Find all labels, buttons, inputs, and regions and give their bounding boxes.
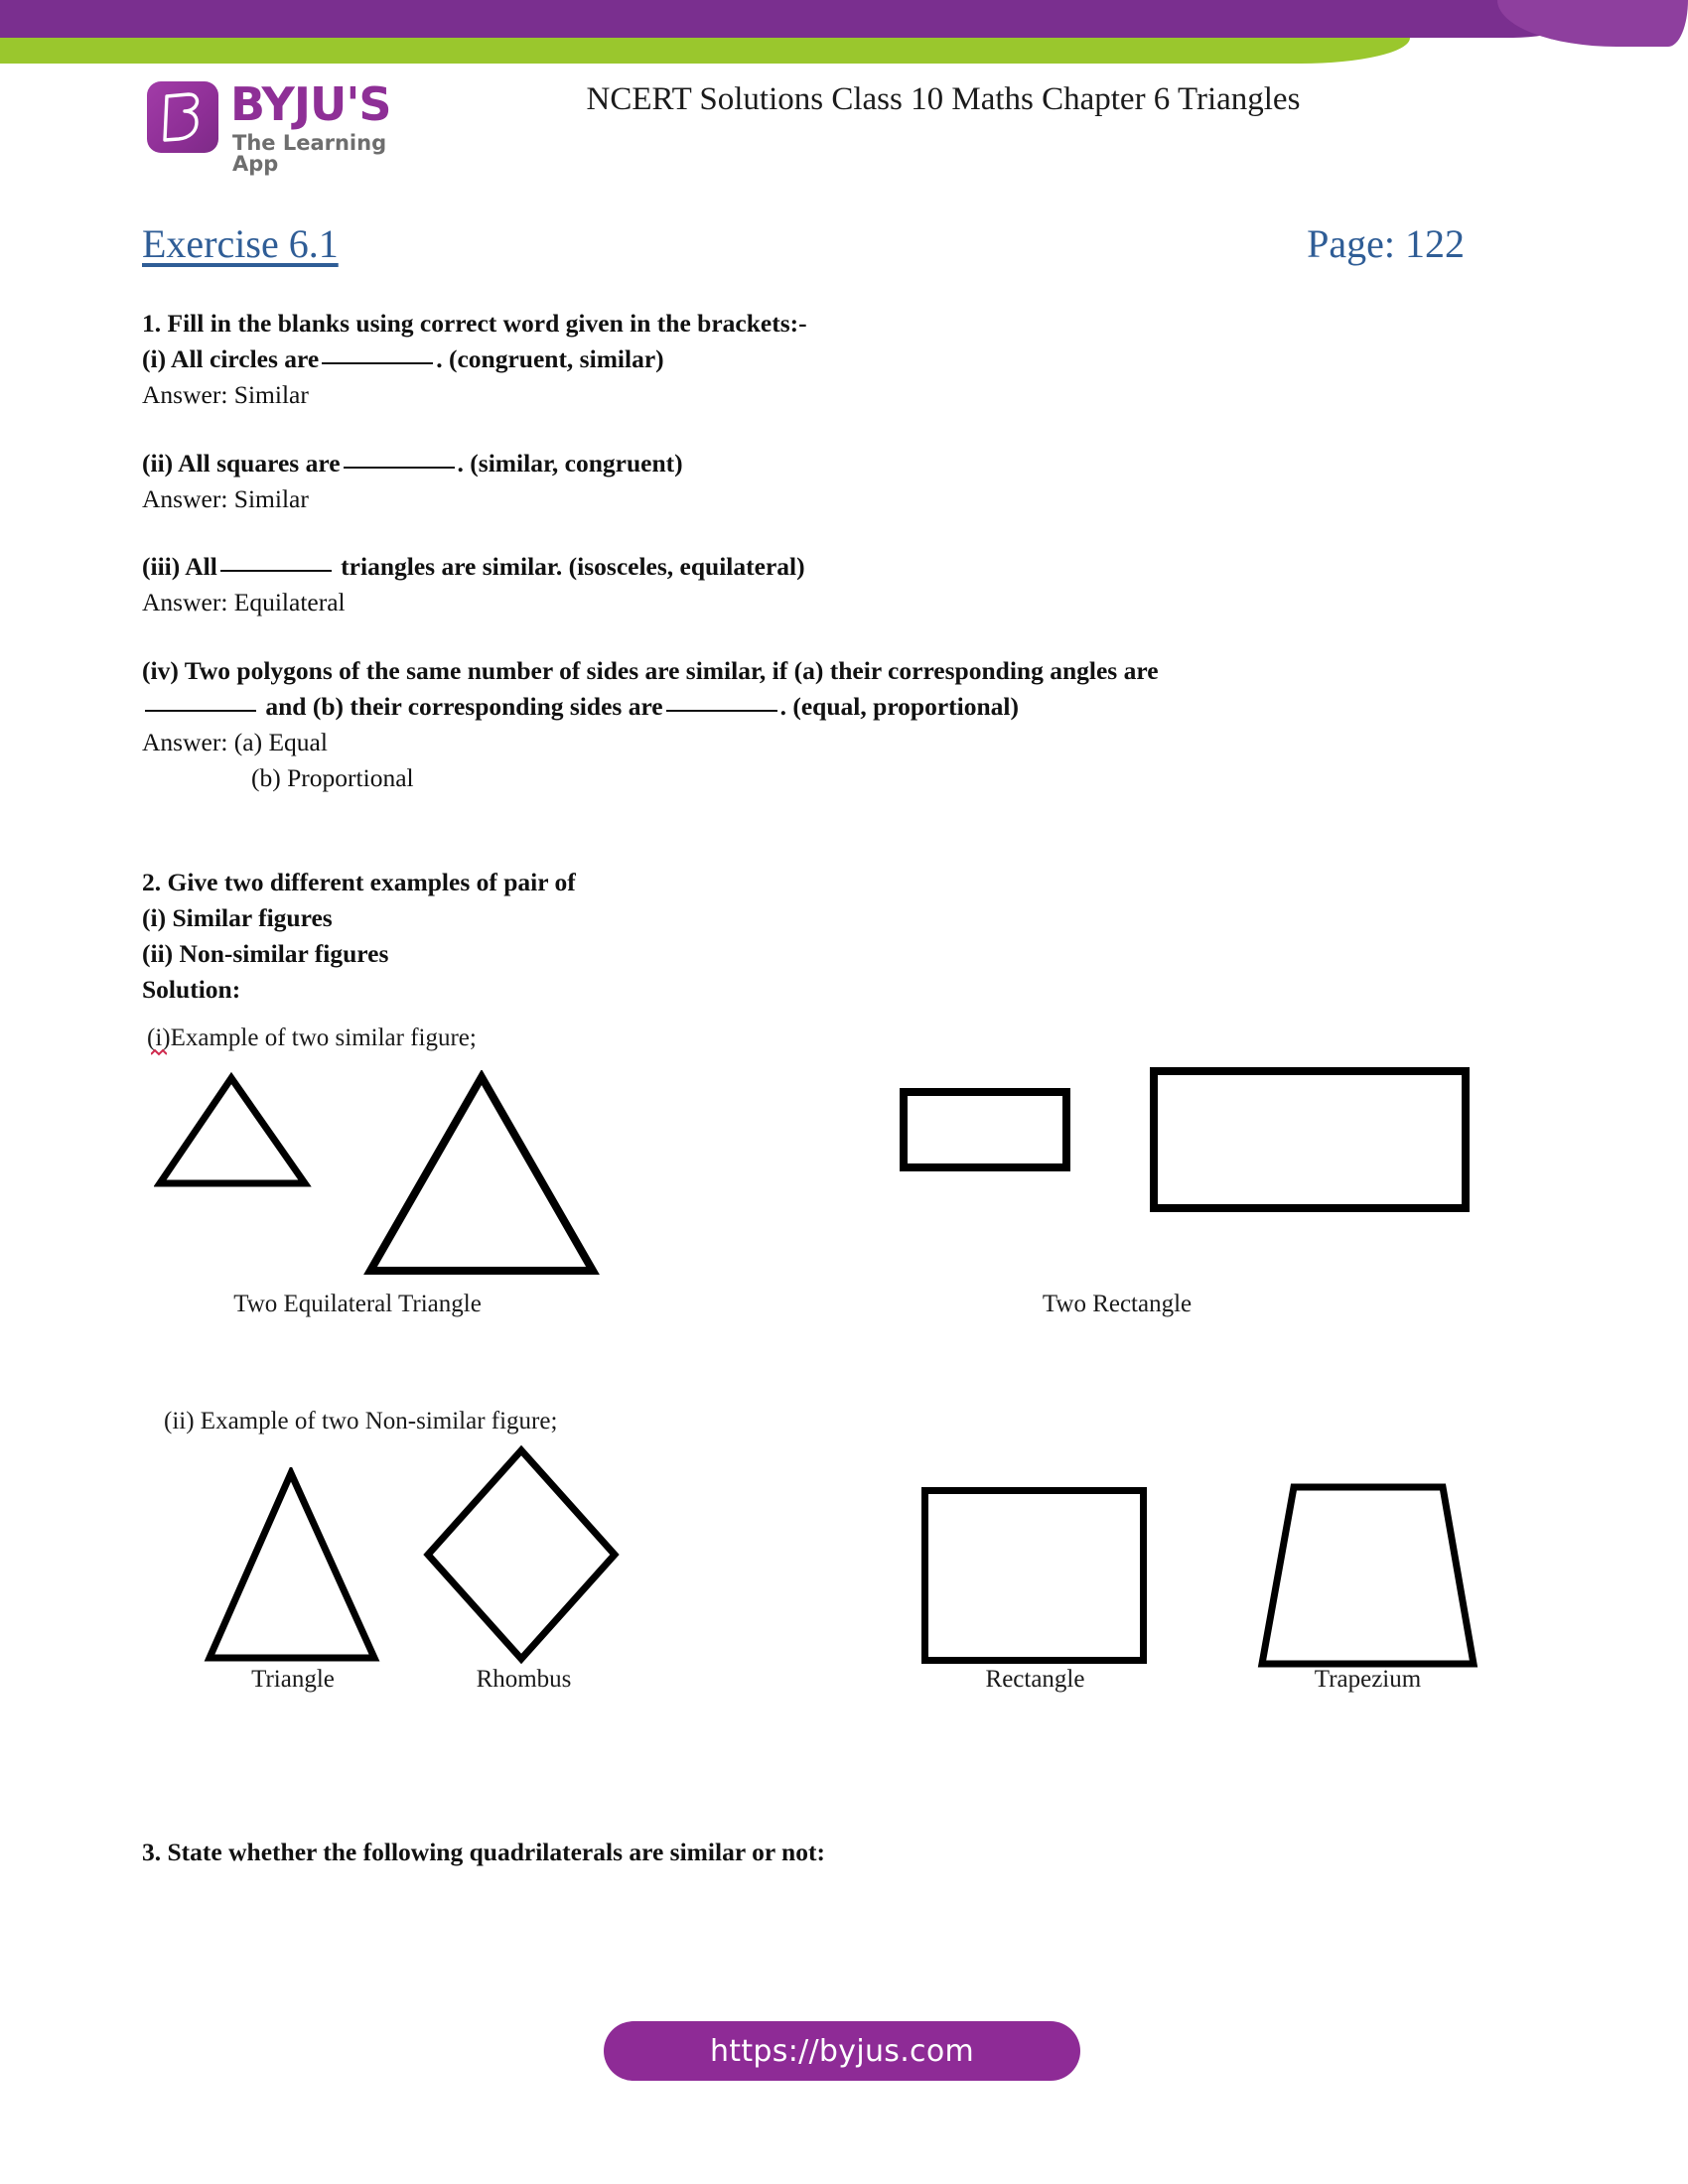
large-rectangle-shape xyxy=(1150,1067,1470,1212)
q1-part-iii-answer: Answer: Equilateral xyxy=(142,588,346,616)
header-purple-band-cap xyxy=(1497,0,1688,47)
q1-part-iv-post: . (equal, proportional) xyxy=(779,692,1020,721)
label-rectangle: Rectangle xyxy=(985,1666,1085,1693)
byjus-logo[interactable] xyxy=(147,79,435,179)
page-title: NCERT Solutions Class 10 Maths Chapter 6 Triangles xyxy=(586,81,1301,117)
header-green-band xyxy=(0,38,1410,64)
trapezium-shape xyxy=(1256,1481,1479,1670)
q2-item-i: (i) Similar figures xyxy=(142,903,333,932)
q1-part-iv-answer-a: Answer: (a) Equal xyxy=(142,728,328,756)
byjus-logo-wordmark: BYJU'S xyxy=(230,77,391,131)
label-two-equilateral-triangle: Two Equilateral Triangle xyxy=(233,1291,482,1317)
q1-part-iii-pre: (iii) All xyxy=(142,552,217,581)
q1-part-ii-blank xyxy=(344,467,455,469)
q1-part-iv-answer-b: (b) Proportional xyxy=(251,763,414,792)
triangle-shape xyxy=(204,1467,382,1666)
b-monogram-icon xyxy=(161,92,203,142)
label-triangle: Triangle xyxy=(251,1666,335,1693)
page-number-label: Page: 122 xyxy=(1307,221,1465,266)
label-rhombus: Rhombus xyxy=(476,1666,572,1693)
q1-part-iii xyxy=(142,549,805,585)
exercise-link[interactable]: Exercise 6.1 xyxy=(142,221,339,266)
byjus-logo-mark-icon xyxy=(147,81,218,153)
q2-solution-label: Solution: xyxy=(142,975,241,1004)
byjus-url-button[interactable] xyxy=(604,2021,1080,2081)
large-equilateral-triangle-shape xyxy=(362,1070,601,1279)
header-decoration xyxy=(0,0,1688,69)
q1-part-iv-line2 xyxy=(142,689,1019,725)
label-two-rectangle: Two Rectangle xyxy=(1042,1291,1193,1317)
rhombus-shape xyxy=(422,1444,621,1665)
q1-part-ii xyxy=(142,446,683,481)
spellcheck-squiggle-icon xyxy=(151,1048,167,1056)
q1-part-iv-blank-b xyxy=(666,710,777,712)
byjus-url-label: https://byjus.com xyxy=(709,2033,975,2069)
q1-part-iv-mid: and (b) their corresponding sides are xyxy=(265,692,663,721)
q2-nonsimilar-figures-caption xyxy=(164,1408,557,1435)
q2-nonsimilar-caption-number: (ii) xyxy=(164,1408,195,1434)
q2-similar-figures-caption: (i)Example of two similar figure; xyxy=(147,1024,477,1051)
q1-part-iii-post: triangles are similar. (isosceles, equilateral) xyxy=(341,552,805,581)
small-rectangle-shape xyxy=(900,1088,1070,1171)
label-trapezium: Trapezium xyxy=(1314,1666,1422,1693)
q2-item-ii: (ii) Non-similar figures xyxy=(142,939,389,968)
q1-part-iii-blank xyxy=(220,570,332,572)
q1-part-ii-answer: Answer: Similar xyxy=(142,484,309,513)
q1-part-iv-blank-a xyxy=(145,710,256,712)
header-purple-band xyxy=(0,0,1601,38)
q1-part-ii-pre: (ii) All squares are xyxy=(142,449,341,478)
q2-nonsimilar-caption-text: Example of two Non-similar figure; xyxy=(194,1408,558,1434)
q1-part-iv-line1: (iv) Two polygons of the same number of sides are similar, if (a) their corresponding angles are xyxy=(142,656,1159,685)
q1-part-ii-post: . (similar, congruent) xyxy=(457,449,683,478)
q1-part-i-pre: (i) All circles are xyxy=(142,344,320,373)
q1-part-i-answer: Answer: Similar xyxy=(142,380,309,409)
q1-part-i-post: . (congruent, similar) xyxy=(436,344,664,373)
rectangle-shape xyxy=(921,1487,1147,1664)
q1-part-i-blank xyxy=(322,362,433,364)
q1-stem: 1. Fill in the blanks using correct word given in the brackets:- xyxy=(142,309,807,338)
q3-stem: 3. State whether the following quadrilaterals are similar or not: xyxy=(142,1838,825,1866)
small-equilateral-triangle-shape xyxy=(154,1072,313,1191)
q1-part-i xyxy=(142,341,664,377)
q2-stem: 2. Give two different examples of pair of xyxy=(142,868,576,896)
byjus-logo-tagline: The Learning App xyxy=(232,131,387,176)
